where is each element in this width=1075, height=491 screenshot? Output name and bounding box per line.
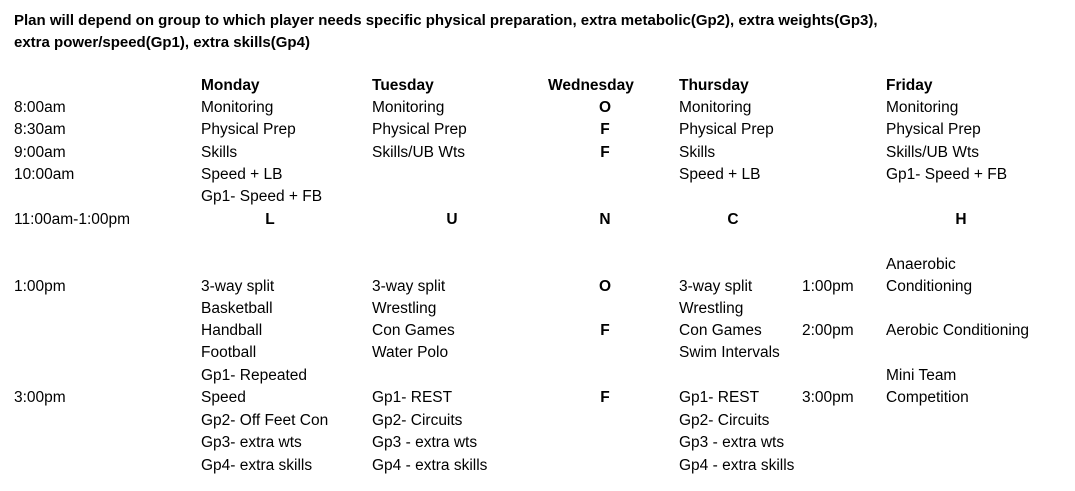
intro-line-1: Plan will depend on group to which player needs specific physical preparation, extra metabolic(Gp2), extra weights(Gp3), [14,12,878,29]
lunch-letter: C [727,211,739,228]
off-letter: F [600,121,610,138]
schedule-cell: Gp3 - extra wts [372,434,478,451]
friday-time-label: 1:00pm [802,278,854,295]
schedule-cell: Wrestling [372,300,437,317]
schedule-cell: Gp1- Speed + FB [886,166,1008,183]
schedule-cell: Skills [201,144,238,161]
schedule-cell: Physical Prep [201,121,296,138]
schedule-cell: Gp2- Circuits [372,412,463,429]
schedule-cell: Gp3 - extra wts [679,434,785,451]
schedule-cell: Monitoring [679,99,752,116]
time-label: 10:00am [14,166,75,183]
schedule-cell: Con Games [679,322,762,339]
schedule-cell: Skills/UB Wts [372,144,465,161]
schedule-cell: Monitoring [372,99,445,116]
schedule-cell: Gp1- REST [679,389,760,406]
schedule-cell: Gp4 - extra skills [372,457,488,474]
schedule-cell: Gp2- Off Feet Con [201,412,329,429]
schedule-cell: Con Games [372,322,455,339]
time-label: 3:00pm [14,389,66,406]
intro-text [14,10,1054,54]
off-letter: F [600,322,610,339]
header-monday: Monday [201,77,260,94]
schedule-cell: 3-way split [201,278,275,295]
schedule-cell: 3-way split [679,278,753,295]
schedule-cell: Wrestling [679,300,744,317]
schedule-cell: Speed + LB [679,166,761,183]
friday-time-label: 2:00pm [802,322,854,339]
schedule-cell: Handball [201,322,263,339]
off-letter: F [600,389,610,406]
time-label: 9:00am [14,144,66,161]
lunch-letter: L [265,211,275,228]
off-letter: O [598,278,612,295]
schedule-cell: Skills/UB Wts [886,144,979,161]
lunch-letter: N [599,211,611,228]
header-wednesday: Wednesday [548,77,634,94]
schedule-cell: Gp1- Speed + FB [201,188,323,205]
schedule-cell: Monitoring [201,99,274,116]
schedule-cell: Skills [679,144,716,161]
lunch-letter: U [446,211,458,228]
header-tuesday: Tuesday [372,77,434,94]
schedule-cell: Anaerobic [886,256,956,273]
off-letter: F [600,144,610,161]
schedule-cell: Aerobic Conditioning [886,322,1030,339]
schedule-cell: Speed + LB [201,166,283,183]
off-letter: O [598,99,612,116]
schedule-cell: Gp4 - extra skills [679,457,795,474]
intro-line-2: extra power/speed(Gp1), extra skills(Gp4) [14,34,310,51]
schedule-cell: Physical Prep [886,121,981,138]
schedule-cell: Competition [886,389,969,406]
header-friday: Friday [886,77,933,94]
schedule-cell: Football [201,344,257,361]
schedule-cell: Swim Intervals [679,344,780,361]
schedule-cell: Gp3- extra wts [201,434,302,451]
schedule-cell: Gp2- Circuits [679,412,770,429]
schedule-cell: Speed [201,389,246,406]
friday-time-label: 3:00pm [802,389,854,406]
time-label: 8:30am [14,121,66,138]
schedule-cell: Conditioning [886,278,973,295]
time-label: 1:00pm [14,278,66,295]
schedule-cell: Gp1- REST [372,389,453,406]
schedule-cell: Basketball [201,300,273,317]
schedule-cell: Mini Team [886,367,957,384]
schedule-cell: 3-way split [372,278,446,295]
time-label: 11:00am-1:00pm [14,211,131,228]
schedule-cell: Monitoring [886,99,959,116]
schedule-cell: Gp4- extra skills [201,457,313,474]
schedule-cell: Physical Prep [372,121,467,138]
header-thursday: Thursday [679,77,749,94]
schedule-cell: Gp1- Repeated [201,367,307,384]
time-label: 8:00am [14,99,66,116]
schedule-cell: Physical Prep [679,121,774,138]
lunch-letter: H [955,211,967,228]
schedule-cell: Water Polo [372,344,449,361]
